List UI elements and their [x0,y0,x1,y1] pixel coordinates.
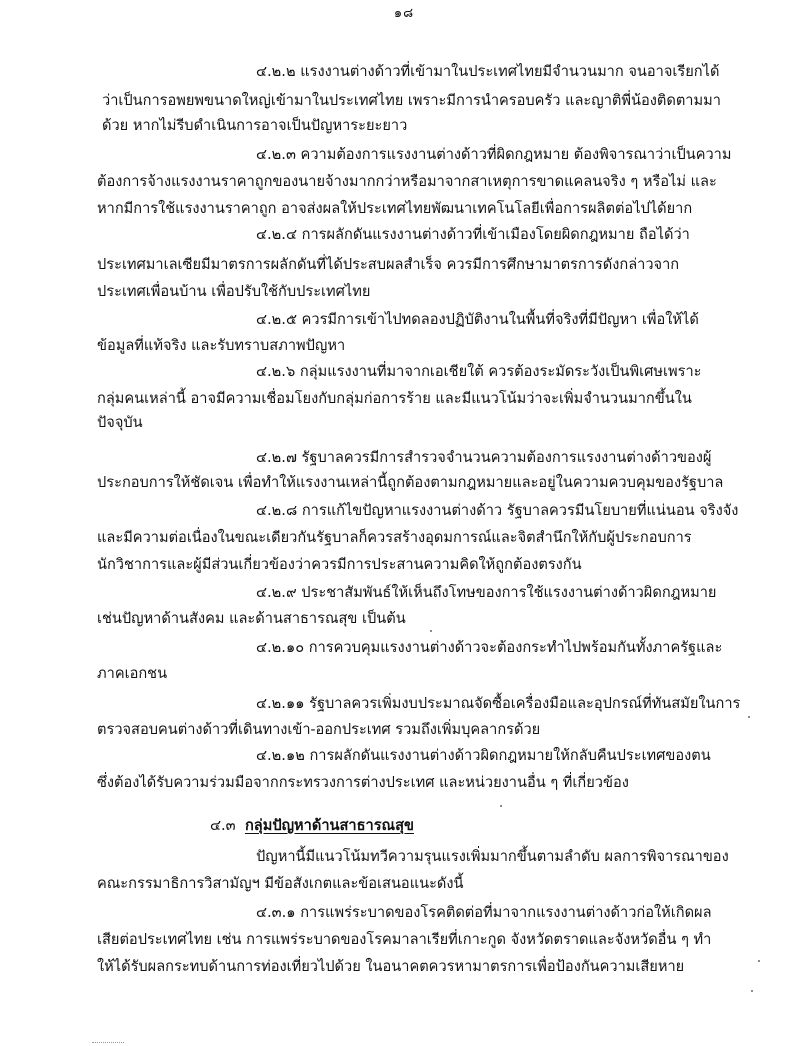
scan-speck [751,990,753,992]
paragraph-4-2-8-line: นักวิชาการและผู้มีส่วนเกี่ยวข้องว่าควรมีการประสานความคิดให้ถูกต้องตรงกัน [97,556,582,573]
paragraph-4-2-8-first-line: ๔.๒.๘ การแก้ไขปัญหาแรงงานต่างด้าว รัฐบาลควรมีนโยบายที่แน่นอน จริงจัง [256,502,739,519]
paragraph-4-3-1-first-line: ๔.๓.๑ การแพร่ระบาดของโรคติดต่อที่มาจากแรงงานต่างด้าวก่อให้เกิดผล [256,904,712,921]
paragraph-4-2-3-first-line: ๔.๒.๓ ความต้องการแรงงานต่างด้าวที่ผิดกฎหมาย ต้องพิจารณาว่าเป็นความ [256,146,732,163]
paragraph-4-2-6-line: กลุ่มคนเหล่านี้ อาจมีความเชื่อมโยงกับกลุ่มก่อการร้าย และมีแนวโน้มว่าจะเพิ่มจำนวนมากขึ้นใน [97,390,692,407]
paragraph-4-2-5-first-line: ๔.๒.๕ ควรมีการเข้าไปทดลองปฏิบัติงานในพื้นที่จริงที่มีปัญหา เพื่อให้ได้ [256,311,699,328]
paragraph-4-2-9-first-line: ๔.๒.๙ ประชาสัมพันธ์ให้เห็นถึงโทษของการใช้แรงงานต่างด้าวผิดกฎหมาย [256,584,717,601]
paragraph-4-2-2-line: ว่าเป็นการอพยพขนาดใหญ่เข้ามาในประเทศไทย เพราะมีการนำครอบครัว และญาติพี่น้องติดตามมา [102,92,721,109]
paragraph-4-2-11-first-line: ๔.๒.๑๑ รัฐบาลควรเพิ่มงบประมาณจัดซื้อเครื่องมือและอุปกรณ์ที่ทันสมัยในการ [256,695,741,712]
scan-speck [430,630,432,632]
paragraph-4-2-2-line: ด้วย หากไม่รีบดำเนินการอาจเป็นปัญหาระยะยาว [102,117,408,134]
paragraph-4-2-6-line: ปัจจุบัน [97,414,143,431]
section-intro-line: คณะกรรมาธิการวิสามัญฯ มีข้อสังเกตและข้อเสนอแนะดังนี้ [97,875,464,892]
scan-speck [748,716,750,718]
scan-speck [758,960,760,962]
section-title: กลุ่มปัญหาด้านสาธารณสุข [244,817,414,834]
paragraph-4-2-12-line: ซึ่งต้องได้รับความร่วมมือจากกระทรวงการต่างประเทศ และหน่วยงานอื่น ๆ ที่เกี่ยวข้อง [97,774,629,791]
paragraph-4-2-10-line: ภาคเอกชน [97,665,168,682]
paragraph-4-2-6-first-line: ๔.๒.๖ กลุ่มแรงงานที่มาจากเอเชียใต้ ควรต้องระมัดระวังเป็นพิเศษเพราะ [256,363,702,380]
paragraph-4-2-10-first-line: ๔.๒.๑๐ การควบคุมแรงงานต่างด้าวจะต้องกระทำไปพร้อมกันทั้งภาครัฐและ [256,639,723,656]
section-intro-first-line: ปัญหานี้มีแนวโน้มทวีความรุนแรงเพิ่มมากขึ้นตามลำดับ ผลการพิจารณาของ [256,848,729,865]
paragraph-4-2-3-line: ต้องการจ้างแรงงานราคาถูกของนายจ้างมากกว่าหรือมาจากสาเหตุการขาดแคลนจริง ๆ หรือไม่ และ [97,173,717,190]
paragraph-4-2-7-line: ประกอบการให้ชัดเจน เพื่อทำให้แรงงานเหล่านี้ถูกต้องตามกฎหมายและอยู่ในความควบคุมของรัฐบาล [97,474,724,491]
paragraph-4-2-7-first-line: ๔.๒.๗ รัฐบาลควรมีการสำรวจจำนวนความต้องการแรงงานต่างด้าวของผู้ [256,449,712,466]
paragraph-4-2-4-first-line: ๔.๒.๔ การผลักดันแรงงานต่างด้าวที่เข้าเมืองโดยผิดกฎหมาย ถือได้ว่า [256,226,690,243]
paragraph-4-2-9-line: เช่นปัญหาด้านสังคม และด้านสาธารณสุข เป็นต้น [97,610,406,627]
paragraph-4-3-1-line: ให้ได้รับผลกระทบด้านการท่องเที่ยวไปด้วย ในอนาคตควรหามาตรการเพื่อป้องกันความเสียหาย [97,958,685,975]
paragraph-4-2-4-line: ประเทศเพื่อนบ้าน เพื่อปรับใช้กับประเทศไทย [97,283,371,300]
section-number: ๔.๓ [210,817,236,834]
paragraph-4-3-1-line: เสียต่อประเทศไทย เช่น การแพร่ระบาดของโรคมาลาเรียที่เกาะกูด จังหวัดตราดและจังหวัดอื่น ๆ ทำ [97,931,712,948]
section-heading [210,816,414,836]
footer-rule [92,1042,124,1043]
page-number: ๑๘ [393,6,415,21]
scan-speck [500,805,502,807]
paragraph-4-2-12-first-line: ๔.๒.๑๒ การผลักดันแรงงานต่างด้าวผิดกฎหมายให้กลับคืนประเทศของตน [256,747,711,764]
paragraph-4-2-2-first-line: ๔.๒.๒ แรงงานต่างด้าวที่เข้ามาในประเทศไทยมีจำนวนมาก จนอาจเรียกได้ [256,63,720,80]
paragraph-4-2-3-line: หากมีการใช้แรงงานราคาถูก อาจส่งผลให้ประเทศไทยพัฒนาเทคโนโลยีเพื่อการผลิตต่อไปได้ยาก [97,200,693,217]
paragraph-4-2-5-line: ข้อมูลที่แท้จริง และรับทราบสภาพปัญหา [97,337,346,354]
paragraph-4-2-8-line: และมีความต่อเนื่องในขณะเดียวกันรัฐบาลก็ควรสร้างอุดมการณ์และจิตสำนึกให้กับผู้ประกอบการ [97,529,692,546]
paragraph-4-2-4-line: ประเทศมาเลเซียมีมาตรการผลักดันที่ได้ประสบผลสำเร็จ ควรมีการศึกษามาตรการดังกล่าวจาก [97,256,680,273]
paragraph-4-2-11-line: ตรวจสอบคนต่างด้าวที่เดินทางเข้า-ออกประเทศ รวมถึงเพิ่มบุคลากรด้วย [97,721,541,738]
